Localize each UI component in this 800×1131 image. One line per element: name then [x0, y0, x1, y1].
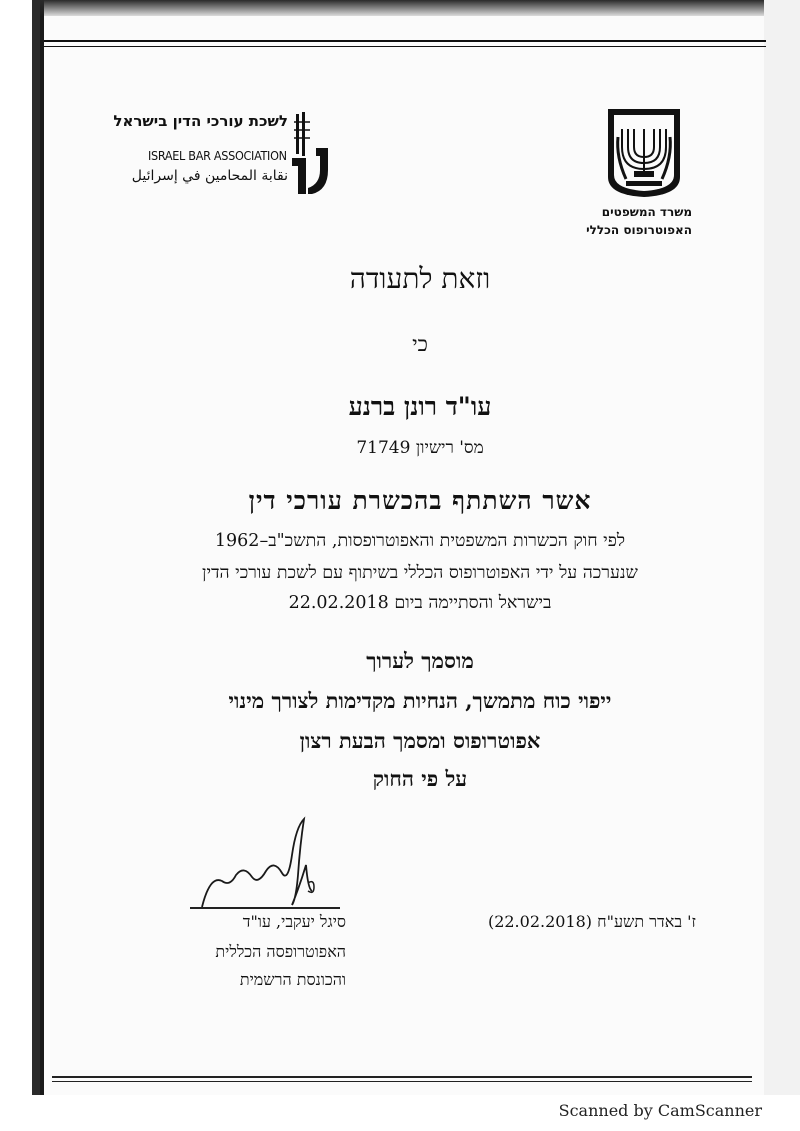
law-line-2: שנערכה על ידי האפוטרופוס הכללי בשיתוף עם לשכת עורכי הדין: [202, 563, 638, 583]
signer-title-1: האפוטרופסה הכללית: [215, 942, 346, 961]
state-emblem-menorah-icon: [604, 107, 684, 199]
handwritten-signature: [200, 815, 330, 915]
top-border-rule: [44, 40, 766, 42]
law-line-3: בישראל והסתיימה ביום 22.02.2018: [288, 593, 552, 613]
bar-association-hebrew: לשכת עורכי הדין בישראל: [113, 112, 288, 130]
scanned-by-watermark: Scanned by CamScanner: [558, 1101, 762, 1120]
ministry-line-1: משרד המשפטים: [601, 205, 692, 219]
bottom-border-rule-inner: [52, 1081, 752, 1082]
top-border-rule-inner: [44, 46, 766, 47]
recipient-name: עו"ד רונן ברנע: [348, 392, 492, 421]
authorization-heading: מוסמך לערוך: [366, 648, 474, 673]
authorization-scope-1: ייפוי כוח מתמשך, הנחיות מקדימות לצורך מינוי: [228, 688, 612, 713]
signer-title-2: והכונסת הרשמית: [239, 970, 346, 989]
bar-association-english: ISRAEL BAR ASSOCIATION: [148, 148, 287, 163]
law-line-1: לפי חוק הכשרות המשפטית והאפוטרופסות, התשכ"ב–1962: [214, 531, 626, 551]
certificate-ki: כי: [412, 332, 428, 356]
ministry-of-justice-label: [540, 203, 692, 239]
participation-statement: אשר השתתף בהכשרת עורכי דין: [248, 486, 592, 515]
certificate-title: וזאת לתעודה: [349, 262, 491, 295]
issue-date: ז' באדר תשע"ח (22.02.2018): [487, 912, 696, 931]
ministry-line-2: האפוטרופוס הכללי: [586, 223, 692, 237]
bar-association-arabic: نقابة المحامين في إسرائيل: [131, 168, 288, 184]
scan-top-shadow: [40, 0, 770, 16]
bar-association-emblem-icon: [290, 108, 332, 200]
signature-line: [190, 907, 340, 909]
authorization-scope-2: אפוטרופוס ומסמך הבעת רצון: [299, 728, 541, 753]
signer-name: סיגל יעקבי, עו"ד: [242, 912, 346, 931]
authorization-scope-3: על פי החוק: [372, 766, 468, 791]
bottom-border-rule: [52, 1076, 752, 1078]
license-number: מס' רישיון 71749: [356, 438, 484, 458]
